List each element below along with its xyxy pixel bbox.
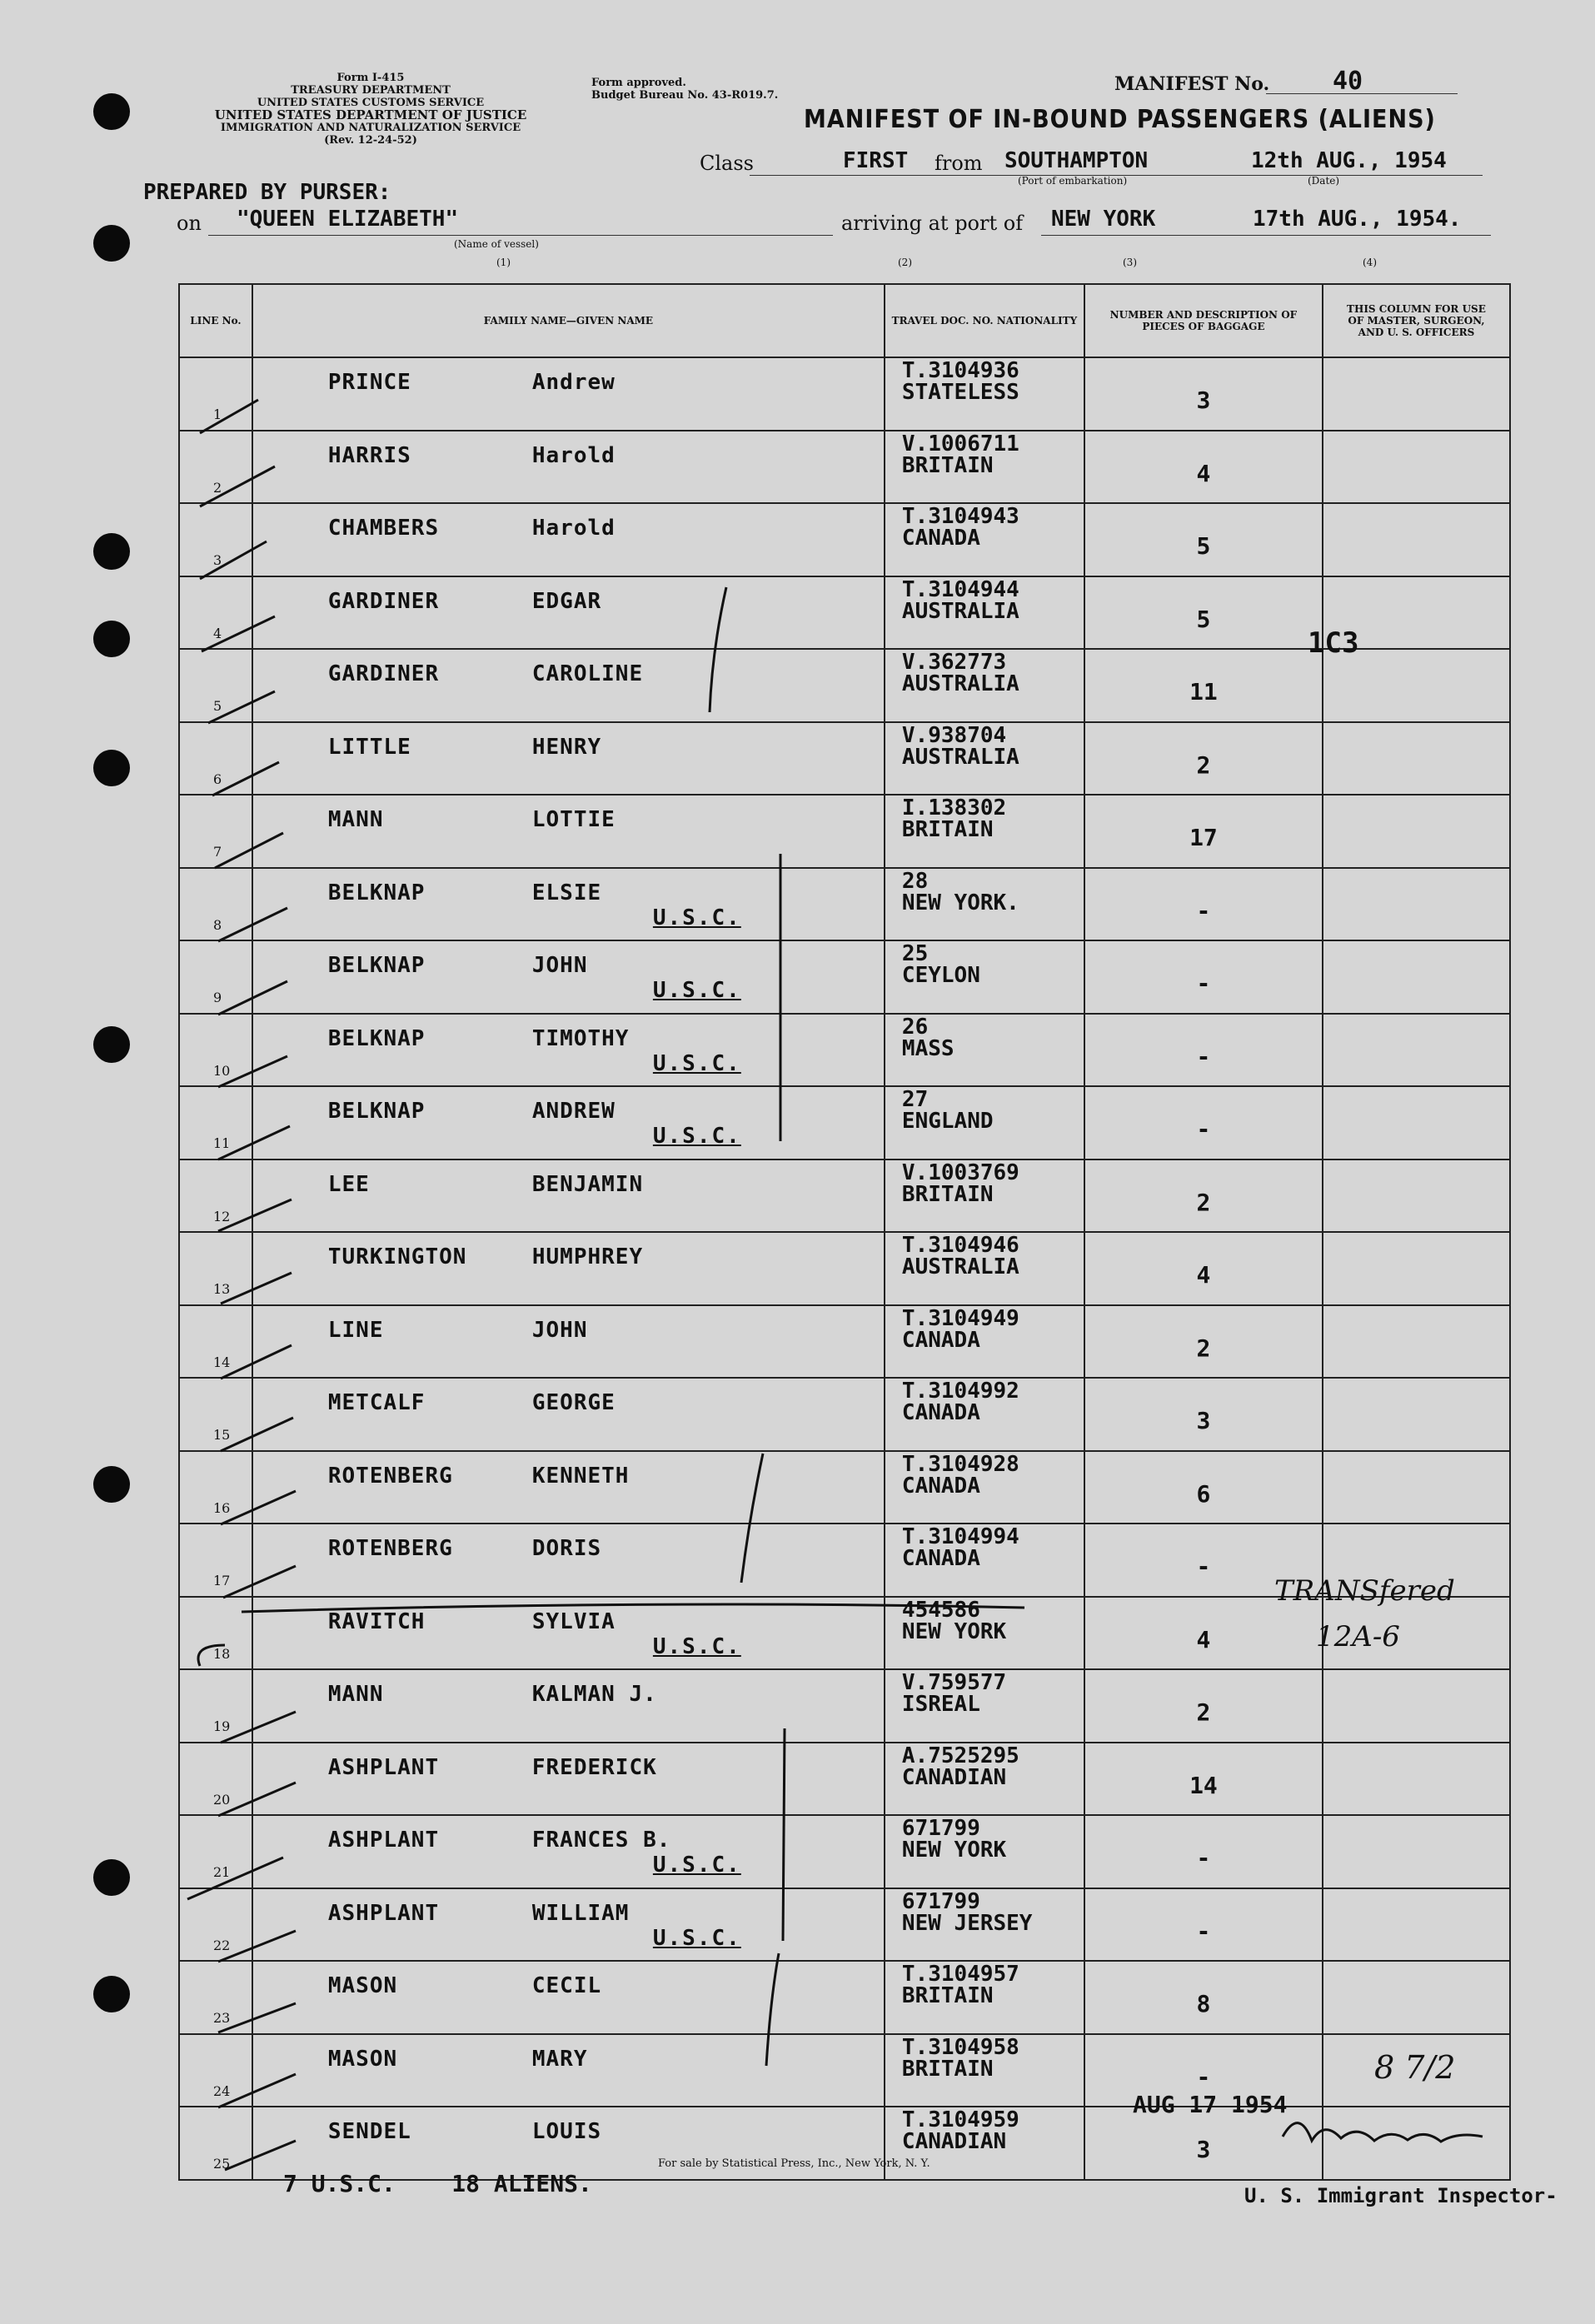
travel-doc-number: V.938704 — [901, 722, 1007, 748]
nationality: CANADA — [901, 1327, 980, 1353]
on-label: on — [177, 212, 202, 235]
travel-doc-number: T.3104946 — [901, 1233, 1019, 1258]
doj-label: UNITED STATES DEPARTMENT OF JUSTICE — [214, 107, 527, 122]
tick-mark — [218, 1931, 296, 1962]
col-num-3: (3) — [1123, 257, 1137, 268]
nationality: AUSTRALIA — [901, 598, 1019, 624]
line-number: 22 — [213, 1937, 231, 1953]
usc-marker: U.S.C. — [652, 1925, 741, 1951]
given-name: BENJAMIN — [531, 1171, 644, 1197]
tick-mark — [221, 1712, 296, 1743]
line-number: 23 — [213, 2010, 231, 2026]
line-number: 6 — [213, 771, 222, 787]
line-number: 4 — [213, 625, 222, 641]
baggage-count: 4 — [1196, 459, 1211, 487]
given-name: ELSIE — [531, 880, 602, 905]
nationality: NEW YORK — [901, 1838, 1007, 1863]
strike-line — [242, 1604, 1024, 1612]
family-name: RAVITCH — [327, 1608, 426, 1634]
col-header-baggage: NUMBER AND DESCRIPTION OF PIECES OF BAGGAGE — [1084, 284, 1323, 357]
travel-doc-number: 671799 — [901, 1888, 980, 1914]
line-number: 1 — [213, 406, 222, 422]
line-number: 11 — [213, 1135, 231, 1151]
tick-mark — [202, 616, 275, 651]
given-name: ANDREW — [531, 1099, 616, 1124]
tick-mark — [215, 833, 283, 868]
baggage-count: 11 — [1189, 678, 1218, 706]
line-number: 10 — [213, 1062, 231, 1079]
from-label: from — [935, 152, 983, 175]
family-name: SENDEL — [327, 2119, 411, 2144]
family-name: ROTENBERG — [327, 1463, 453, 1489]
bracket-line — [741, 1454, 763, 1583]
family-name: MANN — [327, 1682, 384, 1707]
baggage-count: 17 — [1189, 824, 1218, 851]
travel-doc-number: T.3104959 — [901, 2107, 1019, 2132]
line-number: 15 — [213, 1427, 231, 1443]
family-name: ASHPLANT — [327, 1754, 440, 1780]
family-name: ROTENBERG — [327, 1536, 453, 1561]
travel-doc-number: T.3104992 — [901, 1379, 1019, 1404]
nationality: CANADIAN — [901, 2129, 1007, 2154]
tick-mark — [221, 1418, 293, 1451]
travel-doc-number: 454586 — [901, 1597, 980, 1623]
travel-doc-number: 27 — [901, 1087, 929, 1112]
travel-doc-number: T.3104944 — [901, 576, 1019, 602]
travel-doc-number: V.362773 — [901, 650, 1007, 675]
family-name: ASHPLANT — [327, 1900, 440, 1926]
family-name: MANN — [327, 807, 384, 832]
baggage-count: 2 — [1196, 1698, 1211, 1726]
col-num-1: (1) — [496, 257, 511, 268]
given-name: DORIS — [531, 1536, 602, 1561]
totals-summary: 7 U.S.C. 18 ALIENS. — [283, 2170, 592, 2197]
baggage-count: 4 — [1196, 1261, 1211, 1289]
given-name: Harold — [531, 442, 616, 468]
port-embark-caption: (Port of embarkation) — [1018, 175, 1128, 187]
nationality: ISREAL — [901, 1692, 980, 1717]
nationality: BRITAIN — [901, 1181, 994, 1207]
tick-mark — [218, 981, 287, 1015]
family-name: BELKNAP — [327, 1099, 426, 1124]
given-name: Andrew — [531, 370, 616, 395]
line-number: 12 — [213, 1208, 231, 1224]
baggage-count: 3 — [1196, 387, 1211, 414]
port-of-embarkation: SOUTHAMPTON — [1004, 148, 1149, 173]
given-name: FREDERICK — [531, 1754, 657, 1780]
tick-mark — [218, 1199, 292, 1231]
usc-marker: U.S.C. — [652, 1633, 741, 1659]
col-header-travel-doc: TRAVEL DOC. NO. NATIONALITY — [885, 284, 1084, 357]
travel-doc-number: T.3104943 — [901, 504, 1019, 529]
travel-doc-number: V.1003769 — [901, 1160, 1019, 1185]
usc-marker: U.S.C. — [652, 1050, 741, 1076]
nationality: BRITAIN — [901, 452, 994, 478]
arrival-port: NEW YORK — [1051, 207, 1156, 232]
transferred-ref: 12A-6 — [1316, 1620, 1400, 1653]
tick-mark — [200, 400, 258, 433]
baggage-count: - — [1196, 1115, 1211, 1143]
bracket-line — [710, 587, 726, 712]
baggage-count: 3 — [1196, 1407, 1211, 1434]
travel-doc-number: 26 — [901, 1014, 929, 1040]
treasury-dept: TREASURY DEPARTMENT — [291, 84, 451, 97]
travel-doc-number: A.7525295 — [901, 1743, 1019, 1768]
tick-mark — [208, 691, 275, 723]
arrival-date: 17th AUG., 1954. — [1253, 207, 1462, 232]
tick-mark — [212, 762, 279, 795]
family-name: CHAMBERS — [327, 516, 440, 541]
usc-marker: U.S.C. — [652, 1124, 741, 1149]
inspector-signature — [1274, 2103, 1491, 2162]
bracket-line — [783, 1728, 785, 1941]
line-number: 21 — [213, 1864, 231, 1880]
travel-doc-number: T.3104958 — [901, 2034, 1019, 2060]
tick-mark — [218, 2003, 296, 2032]
line-number: 20 — [213, 1791, 231, 1808]
tick-mark — [218, 1783, 296, 1816]
line-number: 5 — [213, 698, 222, 714]
form-number: Form I-415 — [336, 72, 405, 84]
nationality: ENGLAND — [901, 1109, 994, 1134]
family-name: BELKNAP — [327, 953, 426, 978]
line-number: 24 — [213, 2082, 231, 2099]
form-approved-text: Form approved. — [591, 77, 686, 89]
given-name: WILLIAM — [531, 1900, 630, 1926]
tick-mark — [200, 466, 275, 506]
nationality: MASS — [901, 1035, 955, 1061]
family-name: MASON — [327, 1973, 398, 1998]
travel-doc-number: V.759577 — [901, 1670, 1007, 1695]
travel-doc-number: T.3104928 — [901, 1451, 1019, 1477]
class-label: Class — [700, 152, 754, 175]
baggage-count: 2 — [1196, 1334, 1211, 1362]
given-name: CAROLINE — [531, 661, 644, 686]
family-name: MASON — [327, 2046, 398, 2072]
given-name: EDGAR — [531, 588, 602, 614]
baggage-count: 6 — [1196, 1479, 1211, 1508]
family-name: LINE — [327, 1317, 384, 1343]
family-name: BELKNAP — [327, 1025, 426, 1051]
given-name: LOTTIE — [531, 807, 616, 832]
given-name: MARY — [531, 2046, 588, 2072]
nationality: CANADA — [901, 1473, 980, 1499]
tick-mark — [218, 2074, 296, 2107]
bracket-line — [766, 1953, 779, 2066]
given-name: SYLVIA — [531, 1608, 616, 1634]
baggage-count: 5 — [1196, 605, 1211, 633]
prepared-by-purser: PREPARED BY PURSER: — [143, 180, 391, 205]
check-ticks — [187, 400, 1024, 2170]
line-number: 17 — [213, 1573, 231, 1588]
baggage-count: 2 — [1196, 751, 1211, 779]
manifest-number: 40 — [1333, 67, 1363, 96]
col-num-4: (4) — [1363, 257, 1377, 268]
tick-mark — [221, 1273, 292, 1304]
tick-mark — [218, 1126, 290, 1160]
given-name: JOHN — [531, 1317, 588, 1343]
form-revision: (Rev. 12-24-52) — [324, 134, 417, 147]
given-name: FRANCES B. — [531, 1828, 671, 1853]
family-name: LITTLE — [327, 734, 411, 760]
given-name: GEORGE — [531, 1390, 616, 1415]
tick-mark — [187, 1858, 283, 1899]
line-number: 25 — [213, 2156, 231, 2172]
nationality: NEW YORK. — [901, 890, 1019, 915]
baggage-count: 3 — [1196, 2136, 1211, 2163]
manifest-number-label: MANIFEST No. — [1114, 73, 1270, 95]
nationality: CANADA — [901, 1546, 980, 1571]
line-number: 3 — [213, 552, 222, 568]
baggage-count: 4 — [1196, 1625, 1211, 1653]
officer-mark: 1C3 — [1308, 626, 1359, 660]
line-number: 14 — [213, 1354, 231, 1370]
baggage-count: 2 — [1196, 1188, 1211, 1216]
travel-doc-number: 25 — [901, 941, 929, 966]
departure-date: 12th AUG., 1954 — [1251, 148, 1447, 173]
tick-mark — [225, 2141, 296, 2170]
given-name: JOHN — [531, 953, 588, 978]
baggage-count: - — [1196, 2062, 1211, 2091]
nationality: CANADIAN — [901, 1764, 1007, 1790]
baggage-count: - — [1196, 1042, 1211, 1070]
usc-marker: U.S.C. — [652, 1853, 741, 1878]
col-header-officers: THIS COLUMN FOR USE OF MASTER, SURGEON, AND U. S. OFFICERS — [1323, 284, 1510, 357]
baggage-count: 8 — [1196, 1990, 1211, 2017]
given-name: HENRY — [531, 734, 602, 760]
nationality: AUSTRALIA — [901, 744, 1019, 770]
vessel-name: "QUEEN ELIZABETH" — [237, 207, 459, 232]
usc-marker: U.S.C. — [652, 978, 741, 1003]
given-name: TIMOTHY — [531, 1025, 630, 1051]
family-name: GARDINER — [327, 661, 440, 686]
tick-mark — [198, 1645, 225, 1666]
nationality: STATELESS — [901, 380, 1019, 405]
baggage-count: - — [1196, 1844, 1211, 1872]
inspection-stamp-date: AUG 17 1954 — [1133, 2091, 1288, 2118]
manifest-title: MANIFEST OF IN-BOUND PASSENGERS (ALIENS) — [804, 105, 1436, 134]
tick-mark — [218, 1056, 287, 1087]
family-name: TURKINGTON — [327, 1244, 467, 1269]
usc-marker: U.S.C. — [652, 905, 741, 930]
customs-service: UNITED STATES CUSTOMS SERVICE — [257, 97, 485, 109]
baggage-count: - — [1196, 896, 1211, 925]
travel-doc-number: T.3104949 — [901, 1305, 1019, 1331]
tick-mark — [223, 1566, 296, 1598]
baggage-count: - — [1196, 1917, 1211, 1945]
line-number: 19 — [213, 1718, 231, 1734]
printer-credit: For sale by Statistical Press, Inc., New York, N. Y. — [658, 2157, 930, 2170]
nationality: BRITAIN — [901, 817, 994, 842]
given-name: KALMAN J. — [531, 1682, 657, 1707]
nationality: CANADA — [901, 526, 980, 551]
line-number: 2 — [213, 479, 222, 496]
line-number: 13 — [213, 1281, 231, 1297]
col-num-2: (2) — [898, 257, 912, 268]
col-header-name: FAMILY NAME—GIVEN NAME — [252, 284, 885, 357]
nationality: BRITAIN — [901, 1983, 994, 2008]
baggage-count: 5 — [1196, 532, 1211, 560]
class-value: FIRST — [843, 148, 909, 173]
baggage-count: 14 — [1189, 1771, 1218, 1799]
given-name: HUMPHREY — [531, 1244, 644, 1269]
tick-mark — [218, 908, 287, 941]
given-name: CECIL — [531, 1973, 602, 1998]
travel-doc-number: I.138302 — [901, 795, 1007, 820]
family-name: BELKNAP — [327, 880, 426, 905]
nationality: CANADA — [901, 1400, 980, 1425]
travel-doc-number: T.3104936 — [901, 358, 1019, 383]
given-name: Harold — [531, 516, 616, 541]
line-number: 18 — [213, 1645, 231, 1662]
baggage-count: - — [1196, 1553, 1211, 1580]
nationality: AUSTRALIA — [901, 1254, 1019, 1279]
date-caption: (Date) — [1308, 175, 1340, 187]
family-name: PRINCE — [327, 370, 411, 395]
arriving-label: arriving at port of — [841, 212, 1024, 235]
line-number: 9 — [213, 990, 222, 1005]
baggage-count: - — [1196, 970, 1211, 997]
tick-mark — [221, 1345, 292, 1379]
line-number: 16 — [213, 1499, 231, 1516]
travel-doc-number: V.1006711 — [901, 431, 1019, 456]
travel-doc-number: 28 — [901, 868, 929, 894]
inspector-label: U. S. Immigrant Inspector- — [1244, 2184, 1558, 2207]
line-number: 8 — [213, 916, 222, 933]
nationality: AUSTRALIA — [901, 671, 1019, 696]
travel-doc-number: T.3104957 — [901, 1962, 1019, 1987]
given-name: KENNETH — [531, 1463, 630, 1489]
family-name: METCALF — [327, 1390, 426, 1415]
ins-label: IMMIGRATION AND NATURALIZATION SERVICE — [220, 122, 521, 134]
nationality: BRITAIN — [901, 2056, 994, 2082]
family-name: ASHPLANT — [327, 1828, 440, 1853]
budget-bureau-text: Budget Bureau No. 43-R019.7. — [591, 89, 779, 102]
nationality: NEW JERSEY — [901, 1910, 1033, 1936]
family-name: HARRIS — [327, 442, 411, 468]
tick-mark — [221, 1491, 296, 1524]
fee-note: 8 7/2 — [1374, 2049, 1456, 2086]
given-name: LOUIS — [531, 2119, 602, 2144]
nationality: CEYLON — [901, 963, 980, 988]
travel-doc-number: T.3104994 — [901, 1524, 1019, 1549]
vessel-caption: (Name of vessel) — [454, 238, 539, 250]
family-name: LEE — [327, 1171, 370, 1197]
col-header-line-no: LINE No. — [179, 284, 252, 357]
nationality: NEW YORK — [901, 1618, 1007, 1644]
line-number: 7 — [213, 844, 222, 860]
transferred-note: TRANSfered — [1274, 1574, 1455, 1608]
family-name: GARDINER — [327, 588, 440, 614]
travel-doc-number: 671799 — [901, 1816, 980, 1841]
tick-mark — [200, 541, 267, 579]
